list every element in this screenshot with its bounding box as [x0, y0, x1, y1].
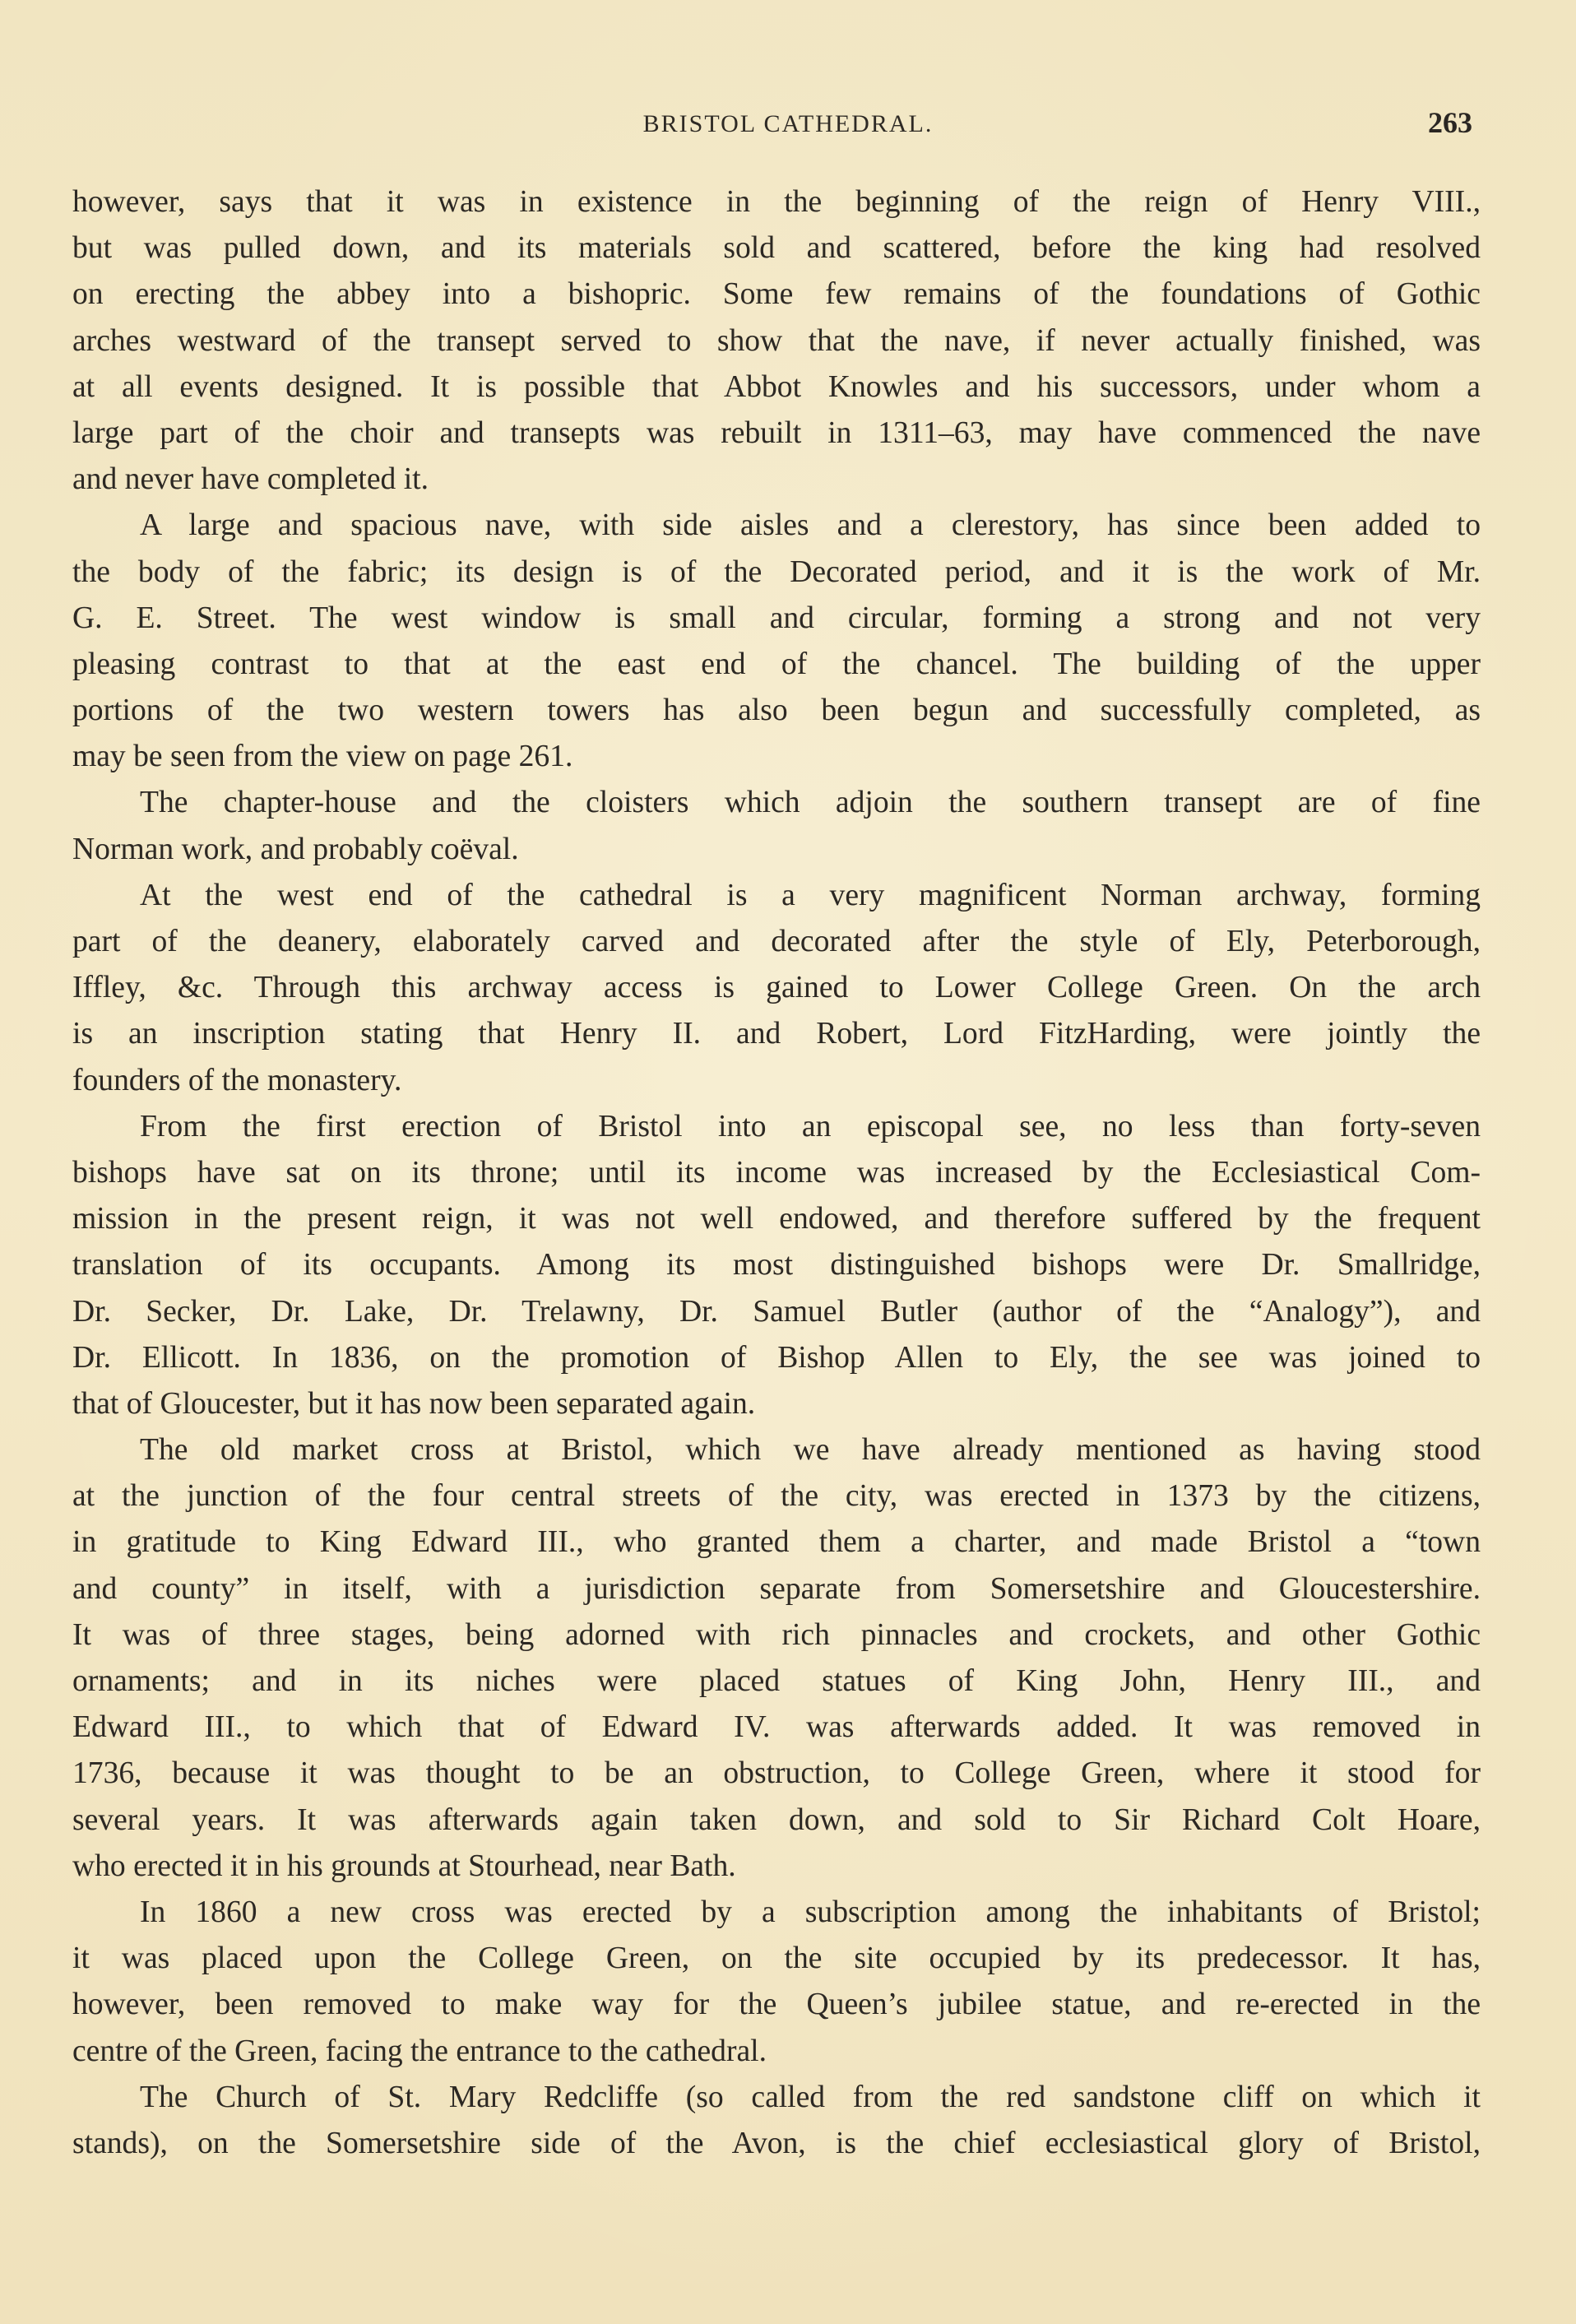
body-text: [72, 179, 1481, 2167]
running-title: BRISTOL CATHEDRAL.: [642, 110, 934, 137]
text-line: G. E. Street. The west window is small and circular, forming a strong and not very: [72, 601, 1481, 635]
text-line: and county” in itself, with a jurisdiction separate from Somersetshire and Gloucestershire.: [72, 1571, 1481, 1606]
text-line: The chapter-house and the cloisters which adjoin the southern transept are of fine: [140, 786, 1481, 820]
text-line: It was of three stages, being adorned with rich pinnacles and crockets, and other Gothic: [72, 1617, 1481, 1652]
text-line: and never have completed it.: [72, 462, 429, 497]
text-line: several years. It was afterwards again taken down, and sold to Sir Richard Colt Hoare,: [72, 1802, 1481, 1837]
running-header: [0, 105, 1576, 141]
text-line: mission in the present reign, it was not well endowed, and therefore suffered by the frequent: [72, 1202, 1481, 1236]
text-line: The Church of St. Mary Redcliffe (so called from the red sandstone cliff on which it: [140, 2080, 1481, 2114]
text-line: translation of its occupants. Among its most distinguished bishops were Dr. Smallridge,: [72, 1248, 1481, 1283]
text-line: Edward III., to which that of Edward IV. was afterwards added. It was removed in: [72, 1710, 1481, 1745]
text-line: on erecting the abbey into a bishopric. Some few remains of the foundations of Gothic: [72, 277, 1481, 312]
text-line: At the west end of the cathedral is a very magnificent Norman archway, forming: [140, 878, 1481, 912]
text-line: A large and spacious nave, with side aisles and a clerestory, has since been added to: [140, 508, 1481, 543]
text-line: In 1860 a new cross was erected by a subscription among the inhabitants of Bristol;: [140, 1895, 1481, 1929]
text-line: but was pulled down, and its materials sold and scattered, before the king had resolved: [72, 231, 1481, 266]
text-line: Norman work, and probably coëval.: [72, 832, 519, 866]
text-line: however, been removed to make way for the Queen’s jubilee statue, and re-erected in the: [72, 1988, 1481, 2022]
text-line: who erected it in his grounds at Stourhead, near Bath.: [72, 1849, 736, 1883]
text-line: that of Gloucester, but it has now been separated again.: [72, 1386, 756, 1421]
text-line: however, says that it was in existence in the beginning of the reign of Henry VIII.,: [72, 185, 1481, 219]
text-line: From the first erection of Bristol into an episcopal see, no less than forty-seven: [140, 1109, 1481, 1143]
text-line: bishops have sat on its throne; until its income was increased by the Ecclesiastical Com-: [72, 1155, 1481, 1190]
text-line: large part of the choir and transepts was rebuilt in 1311–63, may have commenced the nave: [72, 415, 1481, 450]
text-line: Iffley, &c. Through this archway access is gained to Lower College Green. On the arch: [72, 971, 1481, 1005]
text-line: The old market cross at Bristol, which we have already mentioned as having stood: [140, 1433, 1481, 1468]
text-line: pleasing contrast to that at the east end of the chancel. The building of the upper: [72, 647, 1481, 681]
text-line: arches westward of the transept served to show that the nave, if never actually finished, was: [72, 323, 1481, 358]
text-line: Dr. Ellicott. In 1836, on the promotion of Bishop Allen to Ely, the see was joined to: [72, 1340, 1481, 1375]
text-line: at all events designed. It is possible that Abbot Knowles and his successors, under whom a: [72, 369, 1481, 404]
text-line: stands), on the Somersetshire side of the Avon, is the chief ecclesiastical glory of Bristol,: [72, 2126, 1481, 2160]
text-line: centre of the Green, facing the entrance to the cathedral.: [72, 2034, 767, 2068]
text-line: at the junction of the four central streets of the city, was erected in 1373 by the citizens,: [72, 1479, 1481, 1514]
text-line: part of the deanery, elaborately carved and decorated after the style of Ely, Peterborough,: [72, 925, 1481, 958]
text-line: 1736, because it was thought to be an obstruction, to College Green, where it stood for: [72, 1756, 1481, 1791]
text-line: in gratitude to King Edward III., who granted them a charter, and made Bristol a “town: [72, 1525, 1481, 1560]
text-line: may be seen from the view on page 261.: [72, 740, 573, 774]
text-line: it was placed upon the College Green, on the site occupied by its predecessor. It has,: [72, 1941, 1481, 1976]
text-line: portions of the two western towers has also been begun and successfully completed, as: [72, 693, 1481, 728]
page-number: 263: [1428, 106, 1472, 139]
text-line: founders of the monastery.: [72, 1063, 402, 1097]
text-line: is an inscription stating that Henry II. and Robert, Lord FitzHarding, were jointly the: [72, 1017, 1481, 1051]
text-line: the body of the fabric; its design is of the Decorated period, and it is the work of Mr.: [72, 554, 1481, 589]
text-line: ornaments; and in its niches were placed statues of King John, Henry III., and: [72, 1664, 1481, 1698]
text-line: Dr. Secker, Dr. Lake, Dr. Trelawny, Dr. Samuel Butler (author of the “Analogy”), and: [72, 1294, 1481, 1329]
